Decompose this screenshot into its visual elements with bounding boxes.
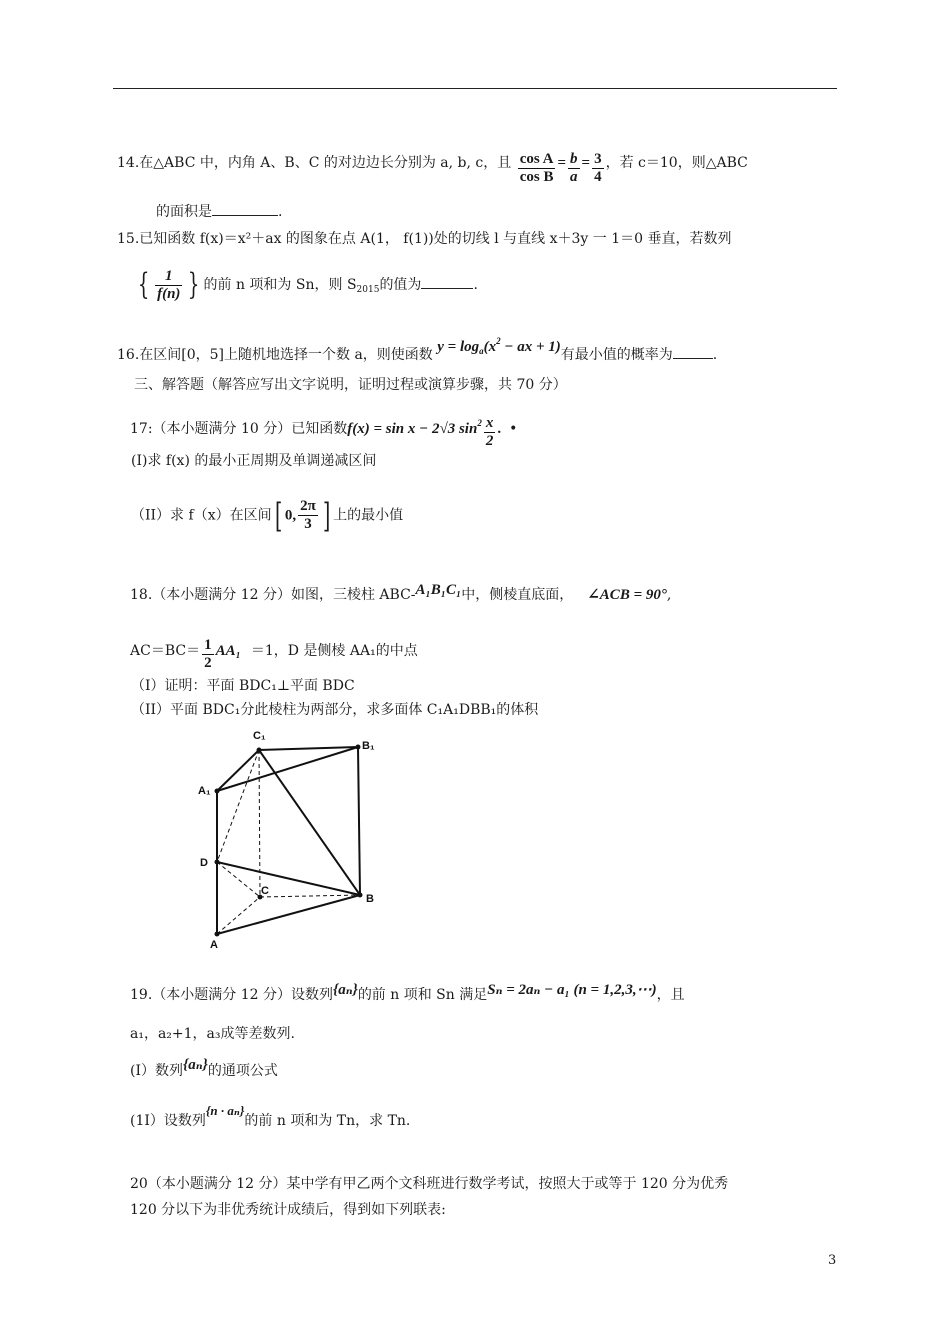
q17-frac-den: 2: [485, 433, 494, 449]
q19-part2: [130, 1103, 411, 1131]
q19-part1: [130, 1057, 278, 1081]
q18-line1: [130, 582, 672, 605]
q18-half-den: 2: [204, 655, 212, 671]
q16-formula-a: y = log: [437, 339, 480, 355]
q15-sub: 2015: [356, 285, 380, 295]
q18-part2: （II）平面 BDC₁分此棱柱为两部分，求多面体 C₁A₁DBB₁的体积: [131, 702, 539, 718]
page-number: 3: [828, 1253, 837, 1268]
q17-formula-a: f(x) = sin x − 2√3 sin: [347, 421, 478, 437]
q17-part2-a: （II）求 f（x）在区间: [131, 507, 272, 524]
q16-formula-sub: a: [479, 346, 484, 356]
q15-answer-blank[interactable]: [421, 274, 473, 289]
q19-part1-seq: {aₙ}: [183, 1057, 208, 1073]
q19-line1: [130, 982, 685, 1005]
q15-frac-den: f(n): [157, 285, 181, 302]
q18-head-c: ,: [666, 587, 672, 603]
q18-part1: （I）证明：平面 BDC₁⊥平面 BDC: [131, 678, 355, 694]
q19-part1-b: 的通项公式: [207, 1063, 278, 1079]
q16-formula-sup: 2: [496, 336, 501, 346]
figure-hidden-edges: [217, 750, 360, 934]
q17-bracket-right: ]: [322, 495, 331, 536]
q14-3: 3: [594, 151, 602, 167]
prism-figure: [190, 722, 410, 952]
q18-head-a: 18.（本小题满分 12 分）如图，三棱柱 ABC-: [130, 587, 416, 603]
label-a: A: [210, 939, 218, 951]
q17-part2-b: 上的最小值: [333, 507, 404, 524]
q15-line2: [134, 261, 478, 314]
q18-half-num: 1: [204, 637, 212, 653]
q14-text-a: 14.在△ABC 中，内角 A、B、C 的对边边长分别为 a, b, c，且: [117, 155, 512, 171]
q17-head: 17:（本小题满分 10 分）已知函数: [130, 421, 348, 437]
q17-line1: [130, 413, 517, 450]
q17-dot: •: [509, 421, 518, 437]
q14-4: 4: [594, 169, 602, 185]
q18-half: [202, 637, 214, 672]
q19-formula: Sₙ = 2aₙ − a₁ (n = 1,2,3,⋯): [487, 982, 657, 998]
q19-part2-b: 的前 n 项和为 Tn，求 Tn.: [244, 1113, 411, 1129]
q15-frac-num: 1: [165, 267, 173, 284]
q14-line1: [117, 151, 748, 186]
q14-cosA: cos A: [519, 151, 554, 167]
q19-part1-a: (I）数列: [130, 1063, 183, 1079]
q17-interval-num: 2π: [300, 498, 316, 514]
q14-cosB: cos B: [519, 169, 554, 185]
q17-interval-frac: [298, 498, 318, 533]
q16-answer-blank[interactable]: [673, 344, 713, 359]
q20-line2: 120 分以下为非优秀统计成绩后，得到如下列联表:: [130, 1202, 446, 1218]
q17-bracket-left: [: [274, 495, 282, 536]
section-3-heading: 三、解答题（解答应写出文字说明，证明过程或演算步骤，共 70 分）: [134, 377, 567, 393]
q17-interval-den: 3: [298, 515, 318, 533]
q18-head-b: 中，侧棱直底面，: [461, 587, 574, 603]
q15-text-b: 的值为: [379, 277, 422, 293]
q19-head-c: ，且: [656, 987, 685, 1003]
q19-head-b: 的前 n 项和 Sn 满足: [357, 987, 488, 1003]
q17-part2: [131, 495, 404, 536]
q19-seq: {aₙ}: [332, 982, 358, 998]
q14-text-b: ，若 c＝10，则△ABC: [605, 155, 748, 171]
q16-text-a: 16.在区间[0，5]上随机地选择一个数 a，则使函数: [117, 347, 433, 363]
q20-line1: 20（本小题满分 12 分）某中学有甲乙两个文科班进行数学考试，按照大于或等于 120 分为优秀: [130, 1176, 729, 1192]
q14-frac-ba: [568, 151, 580, 186]
figure-solid-edges: [217, 747, 360, 934]
q17-frac-num: x: [485, 415, 494, 431]
q14-period: .: [278, 204, 283, 220]
q14-eq2: =: [581, 155, 591, 171]
q17-formula: [347, 418, 482, 437]
q19-part2-a: (1I）设数列: [130, 1113, 206, 1129]
q18-line2-b: ＝1，D 是侧棱 AA₁的中点: [250, 643, 418, 659]
q18-line2: [130, 637, 418, 672]
q17-end: .: [497, 421, 502, 437]
q19-head-a: 19.（本小题满分 12 分）设数列: [130, 987, 333, 1003]
q16-period: .: [712, 347, 718, 363]
label-c1: C₁: [253, 730, 266, 742]
q14-frac-cos: [518, 151, 556, 186]
q15-text-a: 的前 n 项和为 Sn，则 S: [203, 277, 357, 293]
q15-period: .: [473, 277, 478, 293]
q16-line: [117, 336, 718, 369]
label-d: D: [200, 857, 208, 869]
q14-b: b: [570, 151, 578, 167]
label-b1: B₁: [362, 740, 375, 752]
q15-line1: 15.已知函数 f(x)＝x²＋ax 的图象在点 A(1， f(1))处的切线 l 与直线 x＋3y 一 1＝0 垂直，若数列: [117, 231, 732, 247]
q17-formula-sup: 2: [477, 418, 482, 428]
q15-frac: [155, 268, 182, 303]
q16-formula-b: (x: [483, 339, 497, 355]
q14-a: a: [570, 169, 578, 185]
header-rule: [113, 88, 837, 89]
q18-angle: ∠ACB = 90°: [587, 587, 667, 603]
q17-frac: [484, 415, 496, 450]
q17-interval-left: 0,: [284, 507, 297, 524]
q14-frac-34: [592, 151, 604, 186]
q14-line2: [156, 201, 282, 222]
q14-eq1: =: [557, 155, 567, 171]
q19-line2: a₁，a₂+1，a₃成等差数列.: [130, 1026, 295, 1042]
q18-aa1: AA₁: [215, 643, 241, 659]
q16-formula-c: − ax + 1): [500, 339, 561, 355]
label-c: C: [261, 885, 269, 897]
q14-area-text: 的面积是: [156, 204, 212, 220]
label-a1: A₁: [198, 785, 211, 797]
q16-formula: [437, 336, 561, 356]
q15-brace-left: {: [137, 267, 150, 302]
q18-line2-a: AC＝BC＝: [130, 643, 201, 659]
q14-answer-blank[interactable]: [212, 201, 278, 216]
q19-part2-seq: {n · aₙ}: [205, 1103, 245, 1118]
q17-part1: (I)求 f(x) 的最小正周期及单调递减区间: [131, 453, 377, 469]
q16-text-b: 有最小值的概率为: [560, 347, 673, 363]
figure-vertices: [215, 745, 363, 937]
label-b: B: [366, 893, 374, 905]
q18-prism: A₁B₁C₁: [415, 582, 462, 598]
q15-brace-right: }: [188, 267, 200, 302]
